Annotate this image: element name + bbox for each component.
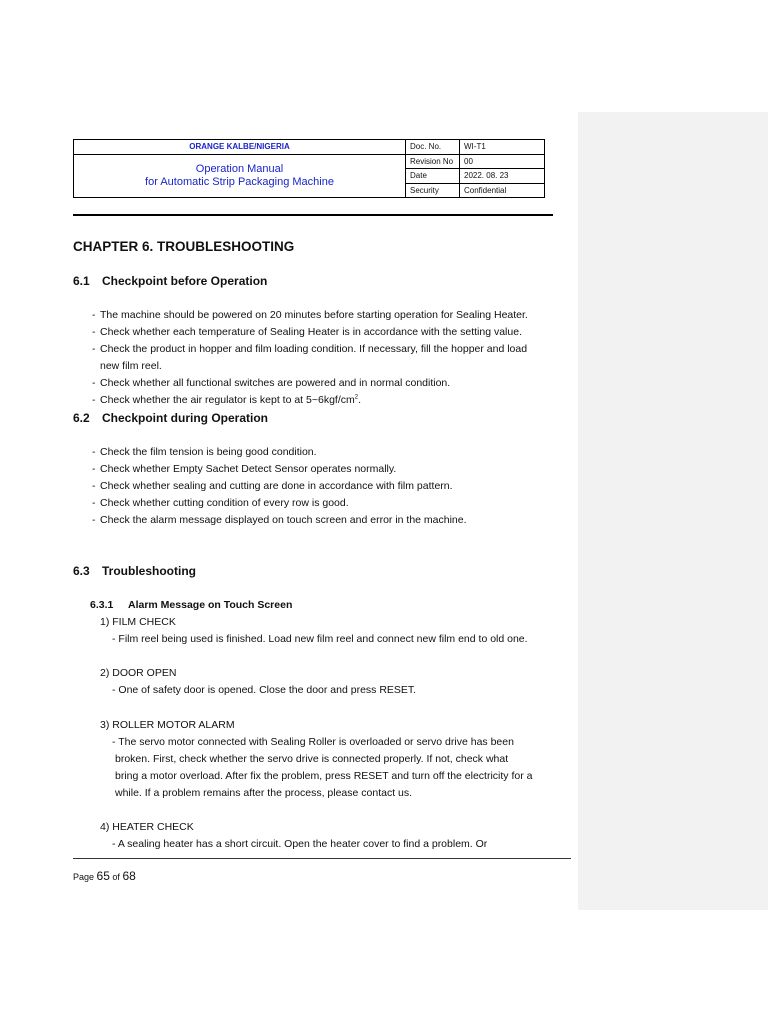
comment-pane [578, 112, 768, 910]
security-value: Confidential [460, 183, 545, 198]
list-item: - Check whether the air regulator is kept to at $5\sim 6kgf/cm^2$. [92, 394, 362, 406]
date-label: Date [406, 169, 460, 184]
footer-divider [73, 858, 571, 859]
section-6-2-heading [73, 411, 268, 425]
alarm-title: 2) DOOR OPEN [100, 667, 177, 679]
subsection-title: Alarm Message on Touch Screen [128, 599, 293, 611]
document-header-table [73, 139, 545, 198]
alarm-description: broken. First, check whether the servo drive is connected properly. If not, check what [115, 753, 509, 765]
list-item: - Check whether cutting condition of every row is good. [92, 497, 349, 509]
list-item: - Check whether sealing and cutting are done in accordance with film pattern. [92, 480, 453, 492]
section-6-1-heading [73, 274, 267, 288]
page-word: Page [73, 872, 95, 882]
list-item: - Check the product in hopper and film loading condition. If necessary, fill the hopper and load [92, 343, 528, 355]
alarm-title: 3) ROLLER MOTOR ALARM [100, 719, 235, 731]
alarm-description: - Film reel being used is finished. Load new film reel and connect new film end to old one. [112, 633, 528, 645]
revision-label: Revision No [406, 154, 460, 169]
list-item: - Check the film tension is being good condition. [92, 446, 317, 458]
document-title [74, 154, 406, 198]
org-name: ORANGE KALBE/NIGERIA [74, 140, 406, 155]
section-title: Checkpoint during Operation [102, 411, 269, 425]
section-title: Checkpoint before Operation [102, 274, 268, 288]
alarm-description: - A sealing heater has a short circuit. Open the heater cover to find a problem. Or [112, 838, 488, 850]
section-number: 6.1 [73, 274, 90, 288]
chapter-title: CHAPTER 6. TROUBLESHOOTING [73, 239, 295, 254]
section-6-3-heading [73, 564, 196, 578]
page-footer [73, 869, 136, 883]
date-value: 2022. 08. 23 [460, 169, 545, 184]
list-item: - Check whether Empty Sachet Detect Sensor operates normally. [92, 463, 397, 475]
list-item: - Check the alarm message displayed on touch screen and error in the machine. [92, 514, 467, 526]
alarm-description: - The servo motor connected with Sealing Roller is overloaded or servo drive has been [112, 736, 514, 748]
list-item-continuation: new film reel. [100, 360, 162, 372]
section-number: 6.3 [73, 564, 90, 578]
alarm-description: - One of safety door is opened. Close the door and press RESET. [112, 684, 417, 696]
section-title: Troubleshooting [102, 564, 196, 578]
doc-no-label: Doc. No. [406, 140, 460, 155]
page-number: 65 [96, 869, 110, 883]
superscript: 2 [354, 394, 359, 401]
page-total: 68 [122, 869, 136, 883]
alarm-description: bring a motor overload. After fix the problem, press RESET and turn off the electricity for a [115, 770, 533, 782]
alarm-title: 4) HEATER CHECK [100, 821, 194, 833]
title-line-1: Operation Manual [195, 162, 284, 175]
alarm-title: 1) FILM CHECK [100, 616, 176, 628]
title-line-2: for Automatic Strip Packaging Machine [145, 175, 334, 188]
revision-value: 00 [460, 154, 545, 169]
alarm-description: while. If a problem remains after the process, please contact us. [115, 787, 413, 799]
security-label: Security [406, 183, 460, 198]
list-item: - The machine should be powered on 20 minutes before starting operation for Sealing Heater. [92, 309, 528, 321]
list-item: - Check whether each temperature of Sealing Heater is in accordance with the setting value. [92, 326, 522, 338]
subsection-number: 6.3.1 [90, 599, 114, 611]
header-divider [73, 214, 553, 216]
list-item: - Check whether all functional switches are powered and in normal condition. [92, 377, 451, 389]
subsection-6-3-1-heading [90, 598, 292, 612]
of-word: of [112, 872, 120, 882]
doc-no-value: WI-T1 [460, 140, 545, 155]
section-number: 6.2 [73, 411, 90, 425]
